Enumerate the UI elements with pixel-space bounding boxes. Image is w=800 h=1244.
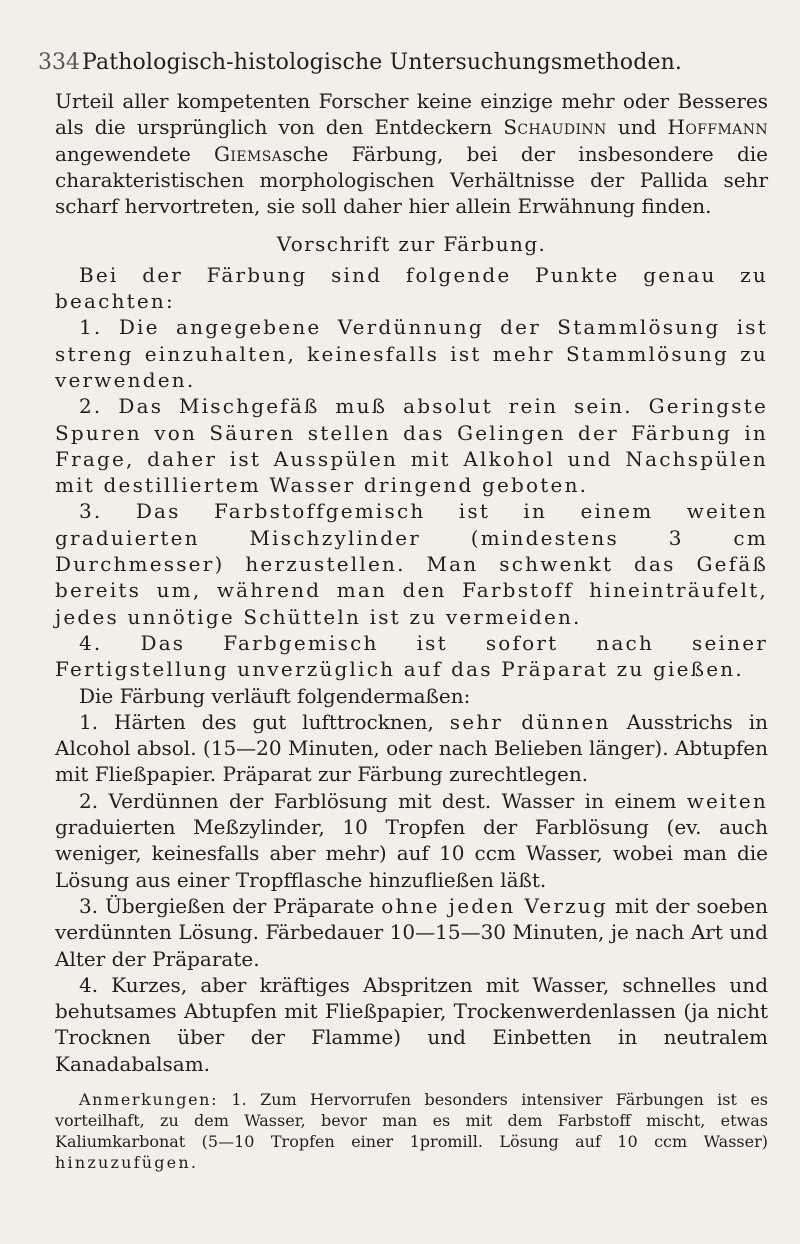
procedure-step: 2. Verdünnen der Farblösung mit dest. Wasser in einem weiten graduierten Meßzylinder, 10 Tropfen der Farblösung (ev. auch weniger, keinesfalls aber mehr) auf 10 ccm Wasser, wobei man die Lösung aus einer Tropfflasche hinzufließen läßt. (55, 788, 768, 892)
procedure-step: 1. Härten des gut lufttrocknen, sehr dünnen Ausstrichs in Alcohol absol. (15—20 Minuten, oder nach Belieben länger). Abtupfen mit Fließpapier. Präparat zur Färbung zurechtlegen. (55, 709, 768, 787)
rule-item: 3. Das Farbstoffgemisch ist in einem weiten graduierten Mischzylinder (mindestens 3 cm Durchmesser) herzustellen. Man schwenkt das Gefäß bereits um, während man den Farbstoff hineinträufelt, jedes unnötige Schütteln ist zu vermeiden. (55, 499, 768, 629)
author-name: Giemsa (214, 141, 283, 166)
intro-paragraph: Urteil aller kompetenten Forscher keine einzige mehr oder Besseres als die ursprünglich von den Entdeckern Schaudinn und Hoffmann angewendete Giemsasche Färbung, bei der insbesondere die charakteristischen morphologischen Verhältnisse der Pallida sehr scharf hervortreten, sie soll daher hier allein Erwähnung finden. (55, 89, 768, 219)
procedure-step: 3. Übergießen der Präparate ohne jeden Verzug mit der soeben verdünnten Lösung. Färbedauer 10—15—30 Minuten, je nach Art und Alter der Präparate. (55, 893, 768, 971)
rules-lead: Bei der Färbung sind folgende Punkte genau zu beachten: (55, 262, 768, 314)
body-text (55, 88, 768, 1173)
section-heading: Vorschrift zur Färbung. (276, 232, 547, 257)
rule-item: 4. Das Farbgemisch ist sofort nach seiner Fertigstellung unverzüglich auf das Präparat zu gießen. (55, 630, 768, 682)
footnote: Anmerkungen: 1. Zum Hervorrufen besonders intensiver Färbungen ist es vorteilhaft, zu dem Wasser, bevor man es mit dem Farbstoff mischt, etwas Kaliumkarbonat (5—10 Tropfen einer 1promill. Lösung auf 10 ccm Wasser) hinzuzufügen. (55, 1089, 768, 1172)
procedure-intro: Die Färbung verläuft folgendermaßen: (79, 683, 471, 708)
procedure-step: 4. Kurzes, aber kräftiges Abspritzen mit Wasser, schnelles und behutsames Abtupfen mit Fließpapier, Trockenwerdenlassen (ja nicht Trocknen über der Flamme) und Einbetten in neutralem Kanadabalsam. (55, 972, 768, 1076)
rule-item: 2. Das Mischgefäß muß absolut rein sein. Geringste Spuren von Säuren stellen das Gelingen der Färbung in Frage, daher ist Ausspülen mit Alkohol und Nachspülen mit destilliertem Wasser dringend geboten. (55, 394, 768, 498)
footnote-label: Anmerkungen: (79, 1089, 219, 1109)
author-name: Hoffmann (667, 115, 768, 140)
running-title: Pathologisch-histologische Untersuchungsmethoden. (82, 50, 683, 75)
author-name: Schaudinn (503, 115, 607, 140)
rule-item: 1. Die angegebene Verdünnung der Stammlösung ist streng einzuhalten, keinesfalls ist mehr Stammlösung zu verwenden. (55, 315, 768, 392)
page-number: 334 (38, 50, 80, 75)
page-header (38, 46, 778, 80)
